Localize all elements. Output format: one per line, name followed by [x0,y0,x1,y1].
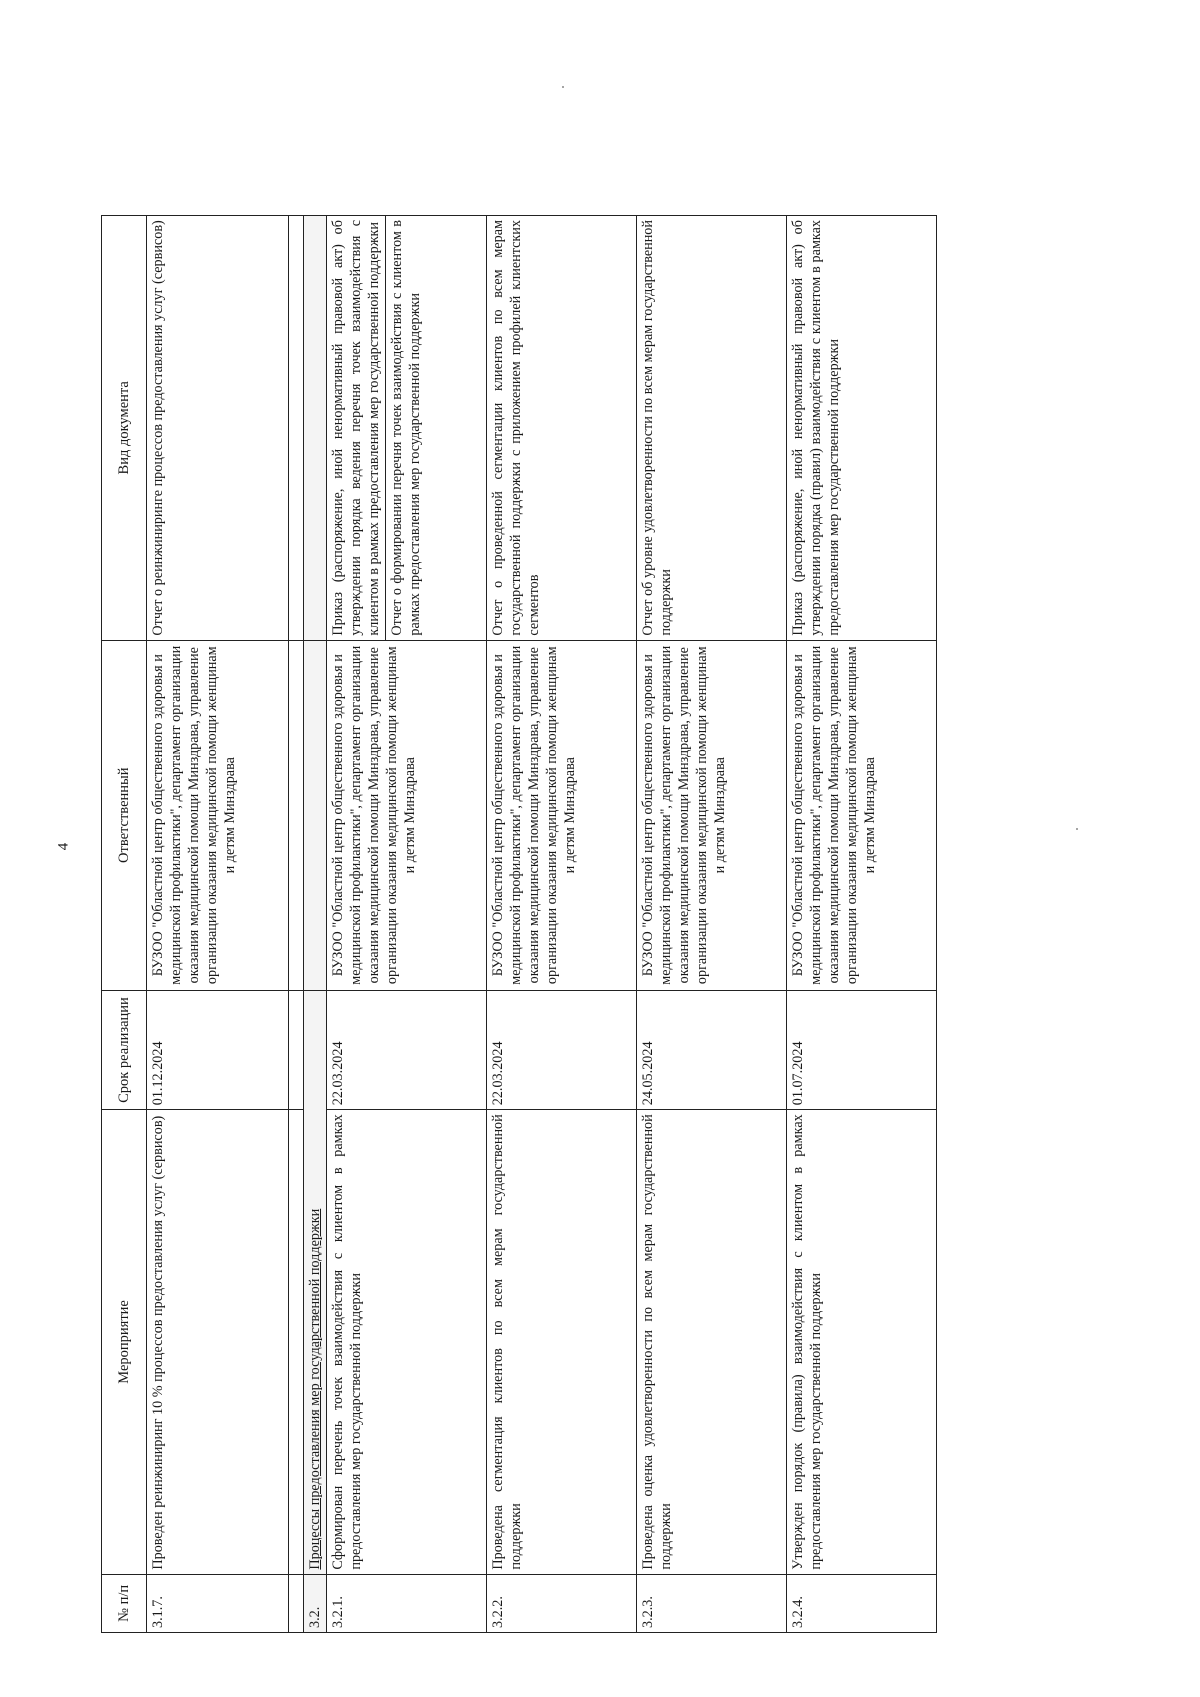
page-number: 4 [55,842,72,851]
scan-speck [1076,828,1078,830]
row-doc: Отчет о формировании перечня точек взаимодействия с клиентом в рамках предоставления мер государственной поддержки [385,216,426,640]
header-num: № п/п [102,1574,147,1632]
row-doc: Приказ (распоряжение, иной ненормативный правовой акт) об утверждении порядка ведения перечня точек взаимодействия с клиентом в рамках предоставления мер государственной поддержки [330,220,383,636]
row-num: 3.2.1. [327,1574,487,1632]
row-num: 3.2.3. [637,1574,787,1632]
row-deadline: 01.12.2024 [147,990,289,1109]
row-deadline: 22.03.2024 [487,990,637,1109]
row-num: 3.1.7. [147,1574,289,1632]
row-deadline: 24.05.2024 [637,990,787,1109]
header-deadline: Срок реализации [102,990,147,1109]
row-doc: Отчет о реинжиниринге процессов предоставления услуг (сервисов) [147,216,289,641]
table-row [487,216,637,1633]
row-num: 3.2.2. [487,1574,637,1632]
section-title-text: Процессы предоставления мер государственной поддержки [307,1208,323,1570]
activity-table [101,215,937,1633]
header-event: Мероприятие [102,1110,147,1574]
row-responsible: БУЗОО "Областной центр общественного здоровья и медицинской профилактики", департамент организации оказания медицинской помощи Минздрава, управление организации оказания медицинской помощи женщинам и детям Минздрава [487,640,637,990]
row-doc: Приказ (распоряжение, иной ненормативный правовой акт) об утверждении порядка (правил) взаимодействия с клиентом в рамках предоставления мер государственной поддержки [787,216,937,641]
row-responsible: БУЗОО "Областной центр общественного здоровья и медицинской профилактики", департамент организации оказания медицинской помощи Минздрава, управление организации оказания медицинской помощи женщинам и детям Минздрава [147,640,289,990]
table-row [787,216,937,1633]
row-doc: Отчет о проведенной сегментации клиентов по всем мерам государственной поддержки с приложением профилей клиентских сегментов [487,216,637,641]
section-title [304,990,327,1574]
table-row [147,216,289,1633]
row-responsible: БУЗОО "Областной центр общественного здоровья и медицинской профилактики", департамент организации оказания медицинской помощи Минздрава, управление организации оказания медицинской помощи женщинам и детям Минздрава [637,640,787,990]
rotated-page-content [101,215,1051,1633]
spacer-row [289,216,304,1633]
table-row [637,216,787,1633]
row-deadline: 01.07.2024 [787,990,937,1109]
header-responsible: Ответственный [102,640,147,990]
section-header-row [304,216,327,1633]
row-deadline: 22.03.2024 [327,990,487,1109]
row-num: 3.2.4. [787,1574,937,1632]
row-event: Утвержден порядок (правила) взаимодействия с клиентом в рамках предоставления мер государственной поддержки [787,1110,937,1574]
row-event: Проведен реинжиниринг 10 % процессов предоставления услуг (сервисов) [147,1110,289,1574]
row-event: Проведена сегментация клиентов по всем мерам государственной поддержки [487,1110,637,1574]
row-doc-split [327,216,487,641]
table-header-row [102,216,147,1633]
table-row [327,216,487,1633]
header-doc-type: Вид документа [102,216,147,641]
row-event: Проведена оценка удовлетворенности по всем мерам государственной поддержки [637,1110,787,1574]
row-responsible: БУЗОО "Областной центр общественного здоровья и медицинской профилактики", департамент организации оказания медицинской помощи Минздрава, управление организации оказания медицинской помощи женщинам и детям Минздрава [787,640,937,990]
row-event: Сформирован перечень точек взаимодействия с клиентом в рамках предоставления мер государственной поддержки [327,1110,487,1574]
row-responsible: БУЗОО "Областной центр общественного здоровья и медицинской профилактики", департамент организации оказания медицинской помощи Минздрава, управление организации оказания медицинской помощи женщинам и детям Минздрава [327,640,487,990]
row-doc: Отчет об уровне удовлетворенности по всем мерам государственной поддержки [637,216,787,641]
section-num: 3.2. [304,1574,327,1632]
scan-speck [562,86,564,88]
